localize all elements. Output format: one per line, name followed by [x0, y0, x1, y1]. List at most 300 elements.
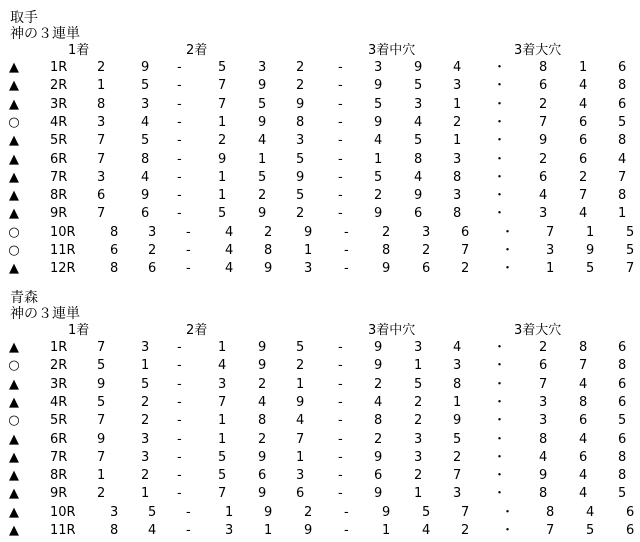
third-long-pick: 4	[539, 449, 548, 465]
first-pick: 7	[97, 340, 106, 355]
dash-separator: -	[338, 486, 343, 502]
second-pick: 2	[296, 60, 305, 75]
race-row	[0, 59, 640, 77]
third-long-pick: 4	[579, 78, 588, 94]
dash-separator: -	[338, 376, 343, 392]
first-pick: 1	[97, 78, 106, 94]
third-mid-pick: 4	[414, 169, 423, 185]
third-mid-pick: 9	[374, 78, 383, 94]
race-row	[0, 412, 640, 430]
dash-separator: -	[177, 151, 182, 167]
dot-separator: ・	[493, 358, 507, 374]
third-mid-pick: 9	[374, 114, 383, 130]
second-pick: 4	[258, 133, 267, 149]
race-number: 11R	[50, 523, 76, 538]
dash-separator: -	[338, 78, 343, 94]
second-pick: 1	[218, 413, 227, 429]
triangle-mark-icon: ▲	[9, 449, 19, 465]
third-long-pick: 4	[579, 206, 588, 222]
first-pick: 3	[141, 96, 150, 112]
third-mid-pick: 3	[414, 431, 423, 447]
third-mid-pick: 1	[453, 133, 462, 149]
dot-separator: ・	[493, 468, 507, 484]
second-pick: 1	[218, 169, 227, 185]
third-long-pick: 9	[539, 468, 548, 484]
third-mid-pick: 5	[422, 504, 431, 520]
third-long-pick: 6	[539, 358, 548, 374]
second-pick: 3	[296, 133, 305, 149]
dash-separator: -	[177, 486, 182, 502]
third-mid-pick: 6	[374, 468, 383, 484]
race-row	[0, 485, 640, 503]
first-pick: 7	[97, 413, 106, 429]
dash-separator: -	[177, 413, 182, 429]
second-pick: 4	[258, 394, 267, 410]
first-pick: 5	[97, 358, 106, 374]
second-pick: 8	[296, 114, 305, 130]
third-long-pick: 6	[579, 151, 588, 167]
circle-mark-icon: ○	[8, 243, 20, 258]
first-pick: 7	[97, 133, 106, 149]
third-long-pick: 1	[579, 60, 588, 75]
race-number: 7R	[50, 449, 68, 465]
triangle-mark-icon: ▲	[9, 504, 19, 520]
first-pick: 3	[141, 449, 150, 465]
third-mid-pick: 3	[453, 358, 462, 374]
triangle-mark-icon: ▲	[9, 340, 19, 355]
third-mid-pick: 8	[414, 151, 423, 167]
dot-separator: ・	[493, 114, 507, 130]
second-pick: 1	[264, 523, 273, 538]
race-row	[0, 260, 640, 278]
second-pick: 9	[296, 96, 305, 112]
dash-separator: -	[177, 188, 182, 204]
venue-title: 取手	[10, 10, 38, 26]
second-pick: 4	[296, 413, 305, 429]
dash-separator: -	[177, 431, 182, 447]
header-first: 1着	[68, 323, 90, 338]
second-pick: 9	[264, 261, 273, 277]
third-mid-pick: 1	[453, 96, 462, 112]
dot-separator: ・	[501, 523, 515, 538]
dash-separator: -	[344, 504, 349, 520]
second-pick: 4	[225, 224, 234, 240]
third-long-pick: 6	[579, 449, 588, 465]
race-row	[0, 467, 640, 485]
dash-separator: -	[177, 96, 182, 112]
triangle-mark-icon: ▲	[9, 486, 19, 502]
first-pick: 8	[97, 96, 106, 112]
race-number: 1R	[50, 60, 68, 75]
race-row	[0, 77, 640, 95]
race-row	[0, 504, 640, 522]
dash-separator: -	[177, 60, 182, 75]
second-pick: 5	[218, 206, 227, 222]
second-pick: 6	[296, 486, 305, 502]
second-pick: 8	[264, 243, 273, 258]
race-number: 8R	[50, 468, 68, 484]
second-pick: 9	[304, 224, 313, 240]
third-long-pick: 5	[618, 413, 627, 429]
third-mid-pick: 6	[414, 206, 423, 222]
third-mid-pick: 1	[414, 486, 423, 502]
second-pick: 9	[258, 114, 267, 130]
race-number: 5R	[50, 413, 68, 429]
dot-separator: ・	[501, 504, 515, 520]
circle-mark-icon: ○	[8, 358, 20, 374]
race-number: 4R	[50, 394, 68, 410]
first-pick: 4	[141, 169, 150, 185]
dash-separator: -	[177, 358, 182, 374]
third-mid-pick: 3	[414, 340, 423, 355]
first-pick: 3	[97, 114, 106, 130]
third-long-pick: 1	[586, 224, 595, 240]
header-third-mid: 3着中穴	[368, 323, 416, 338]
third-long-pick: 7	[626, 261, 635, 277]
third-mid-pick: 2	[414, 413, 423, 429]
race-number: 1R	[50, 340, 68, 355]
first-pick: 9	[97, 376, 106, 392]
dash-separator: -	[338, 60, 343, 75]
triangle-mark-icon: ▲	[9, 188, 19, 204]
third-long-pick: 2	[539, 96, 548, 112]
second-pick: 1	[304, 243, 313, 258]
third-mid-pick: 2	[382, 224, 391, 240]
third-long-pick: 8	[618, 449, 627, 465]
triangle-mark-icon: ▲	[9, 376, 19, 392]
third-mid-pick: 3	[422, 224, 431, 240]
first-pick: 1	[141, 358, 150, 374]
second-pick: 9	[258, 358, 267, 374]
second-pick: 1	[218, 188, 227, 204]
race-number: 5R	[50, 133, 68, 149]
first-pick: 3	[141, 431, 150, 447]
third-long-pick: 3	[539, 413, 548, 429]
first-pick: 5	[148, 504, 157, 520]
first-pick: 6	[148, 261, 157, 277]
first-pick: 1	[97, 468, 106, 484]
third-long-pick: 8	[618, 133, 627, 149]
third-long-pick: 3	[546, 243, 555, 258]
header-third-long: 3着大穴	[514, 43, 562, 58]
second-pick: 3	[218, 376, 227, 392]
triangle-mark-icon: ▲	[9, 151, 19, 167]
third-mid-pick: 7	[461, 243, 470, 258]
second-pick: 7	[218, 96, 227, 112]
dash-separator: -	[338, 169, 343, 185]
third-long-pick: 8	[579, 394, 588, 410]
first-pick: 7	[97, 449, 106, 465]
second-pick: 1	[218, 114, 227, 130]
third-mid-pick: 1	[414, 358, 423, 374]
dot-separator: ・	[493, 449, 507, 465]
third-mid-pick: 9	[374, 358, 383, 374]
third-long-pick: 7	[579, 188, 588, 204]
race-number: 2R	[50, 358, 68, 374]
third-mid-pick: 4	[374, 133, 383, 149]
third-long-pick: 7	[539, 114, 548, 130]
third-mid-pick: 8	[374, 413, 383, 429]
third-long-pick: 8	[539, 431, 548, 447]
third-long-pick: 3	[539, 394, 548, 410]
third-long-pick: 6	[618, 394, 627, 410]
third-mid-pick: 6	[461, 224, 470, 240]
first-pick: 1	[141, 486, 150, 502]
second-pick: 5	[218, 468, 227, 484]
third-long-pick: 6	[618, 60, 627, 75]
third-mid-pick: 9	[374, 340, 383, 355]
first-pick: 8	[141, 151, 150, 167]
third-mid-pick: 3	[414, 449, 423, 465]
race-row	[0, 96, 640, 114]
first-pick: 2	[97, 486, 106, 502]
first-pick: 5	[141, 78, 150, 94]
first-pick: 7	[97, 206, 106, 222]
prediction-title: 神の３連単	[10, 26, 80, 42]
third-mid-pick: 4	[453, 60, 462, 75]
race-number: 9R	[50, 206, 68, 222]
first-pick: 4	[148, 523, 157, 538]
dash-separator: -	[338, 206, 343, 222]
dash-separator: -	[177, 206, 182, 222]
dash-separator: -	[338, 151, 343, 167]
second-pick: 5	[296, 151, 305, 167]
third-long-pick: 9	[586, 243, 595, 258]
first-pick: 5	[97, 394, 106, 410]
triangle-mark-icon: ▲	[9, 96, 19, 112]
circle-mark-icon: ○	[8, 413, 20, 429]
race-row	[0, 357, 640, 375]
third-mid-pick: 8	[453, 206, 462, 222]
third-mid-pick: 2	[453, 114, 462, 130]
dash-separator: -	[338, 96, 343, 112]
third-mid-pick: 9	[382, 261, 391, 277]
race-number: 11R	[50, 243, 76, 258]
third-long-pick: 6	[618, 376, 627, 392]
second-pick: 7	[218, 394, 227, 410]
third-long-pick: 9	[539, 133, 548, 149]
race-row	[0, 431, 640, 449]
first-pick: 2	[141, 394, 150, 410]
first-pick: 2	[141, 468, 150, 484]
dash-separator: -	[177, 468, 182, 484]
circle-mark-icon: ○	[8, 224, 20, 240]
dot-separator: ・	[493, 60, 507, 75]
header-first: 1着	[68, 43, 90, 58]
prediction-title: 神の３連単	[10, 306, 80, 322]
third-mid-pick: 6	[422, 261, 431, 277]
dash-separator: -	[338, 114, 343, 130]
race-row	[0, 224, 640, 242]
third-mid-pick: 7	[453, 468, 462, 484]
third-long-pick: 4	[539, 188, 548, 204]
second-pick: 8	[258, 413, 267, 429]
first-pick: 8	[110, 523, 119, 538]
triangle-mark-icon: ▲	[9, 468, 19, 484]
dash-separator: -	[338, 413, 343, 429]
first-pick: 7	[97, 151, 106, 167]
third-long-pick: 8	[579, 340, 588, 355]
triangle-mark-icon: ▲	[9, 523, 19, 538]
dot-separator: ・	[493, 96, 507, 112]
third-long-pick: 5	[626, 243, 635, 258]
third-mid-pick: 1	[382, 523, 391, 538]
third-mid-pick: 9	[453, 413, 462, 429]
second-pick: 1	[218, 340, 227, 355]
race-row	[0, 151, 640, 169]
third-mid-pick: 2	[414, 394, 423, 410]
third-long-pick: 5	[618, 486, 627, 502]
second-pick: 9	[258, 206, 267, 222]
second-pick: 2	[296, 78, 305, 94]
first-pick: 3	[148, 224, 157, 240]
first-pick: 3	[141, 340, 150, 355]
third-mid-pick: 9	[414, 188, 423, 204]
third-long-pick: 7	[546, 523, 555, 538]
third-long-pick: 5	[618, 114, 627, 130]
second-pick: 1	[296, 449, 305, 465]
third-long-pick: 6	[618, 431, 627, 447]
dot-separator: ・	[493, 413, 507, 429]
second-pick: 2	[264, 224, 273, 240]
third-long-pick: 5	[626, 224, 635, 240]
dash-separator: -	[344, 224, 349, 240]
second-pick: 4	[218, 358, 227, 374]
third-mid-pick: 3	[453, 78, 462, 94]
third-mid-pick: 3	[453, 486, 462, 502]
first-pick: 8	[110, 261, 119, 277]
second-pick: 9	[258, 449, 267, 465]
dash-separator: -	[344, 523, 349, 538]
third-mid-pick: 5	[374, 96, 383, 112]
third-mid-pick: 5	[374, 169, 383, 185]
second-pick: 1	[225, 504, 234, 520]
dash-separator: -	[338, 394, 343, 410]
third-long-pick: 8	[539, 486, 548, 502]
third-mid-pick: 7	[461, 504, 470, 520]
third-long-pick: 1	[546, 261, 555, 277]
second-pick: 3	[304, 261, 313, 277]
dot-separator: ・	[493, 486, 507, 502]
third-long-pick: 4	[579, 376, 588, 392]
dot-separator: ・	[493, 151, 507, 167]
second-pick: 9	[296, 394, 305, 410]
first-pick: 9	[141, 60, 150, 75]
dash-separator: -	[186, 504, 191, 520]
dash-separator: -	[177, 78, 182, 94]
dot-separator: ・	[501, 243, 515, 258]
dash-separator: -	[177, 449, 182, 465]
dot-separator: ・	[493, 188, 507, 204]
dash-separator: -	[338, 358, 343, 374]
first-pick: 9	[141, 188, 150, 204]
race-row	[0, 242, 640, 260]
third-long-pick: 8	[618, 78, 627, 94]
race-number: 9R	[50, 486, 68, 502]
third-long-pick: 6	[579, 133, 588, 149]
triangle-mark-icon: ▲	[9, 394, 19, 410]
race-number: 3R	[50, 96, 68, 112]
second-pick: 2	[296, 206, 305, 222]
race-row	[0, 522, 640, 540]
race-number: 8R	[50, 188, 68, 204]
third-long-pick: 6	[618, 340, 627, 355]
race-number: 6R	[50, 431, 68, 447]
dash-separator: -	[186, 224, 191, 240]
third-mid-pick: 2	[414, 468, 423, 484]
second-pick: 9	[304, 523, 313, 538]
race-row	[0, 205, 640, 223]
race-row	[0, 376, 640, 394]
second-pick: 9	[296, 169, 305, 185]
third-mid-pick: 3	[374, 60, 383, 75]
third-mid-pick: 9	[374, 486, 383, 502]
third-long-pick: 8	[546, 504, 555, 520]
race-row	[0, 187, 640, 205]
first-pick: 9	[97, 431, 106, 447]
first-pick: 3	[97, 169, 106, 185]
second-pick: 3	[258, 60, 267, 75]
third-long-pick: 6	[539, 169, 548, 185]
dash-separator: -	[177, 394, 182, 410]
triangle-mark-icon: ▲	[9, 169, 19, 185]
second-pick: 5	[258, 96, 267, 112]
third-long-pick: 3	[539, 206, 548, 222]
third-mid-pick: 2	[453, 449, 462, 465]
third-mid-pick: 2	[422, 243, 431, 258]
first-pick: 2	[141, 413, 150, 429]
first-pick: 8	[110, 224, 119, 240]
third-mid-pick: 2	[461, 523, 470, 538]
third-mid-pick: 5	[414, 78, 423, 94]
race-row	[0, 132, 640, 150]
second-pick: 5	[258, 169, 267, 185]
third-long-pick: 4	[579, 468, 588, 484]
third-long-pick: 8	[618, 358, 627, 374]
dash-separator: -	[177, 133, 182, 149]
triangle-mark-icon: ▲	[9, 60, 19, 75]
first-pick: 6	[110, 243, 119, 258]
second-pick: 2	[218, 133, 227, 149]
dash-separator: -	[338, 468, 343, 484]
second-pick: 5	[296, 340, 305, 355]
second-pick: 5	[218, 60, 227, 75]
third-long-pick: 8	[618, 468, 627, 484]
third-mid-pick: 2	[374, 376, 383, 392]
third-mid-pick: 8	[453, 376, 462, 392]
second-pick: 5	[218, 449, 227, 465]
second-pick: 6	[258, 468, 267, 484]
second-pick: 9	[258, 486, 267, 502]
third-mid-pick: 4	[422, 523, 431, 538]
header-second: 2着	[186, 323, 208, 338]
dash-separator: -	[177, 340, 182, 355]
second-pick: 9	[264, 504, 273, 520]
third-mid-pick: 3	[453, 151, 462, 167]
third-long-pick: 7	[579, 358, 588, 374]
first-pick: 2	[97, 60, 106, 75]
third-long-pick: 4	[586, 504, 595, 520]
first-pick: 6	[141, 206, 150, 222]
dot-separator: ・	[493, 78, 507, 94]
dot-separator: ・	[493, 206, 507, 222]
second-pick: 3	[296, 468, 305, 484]
header-second: 2着	[186, 43, 208, 58]
dash-separator: -	[344, 261, 349, 277]
third-mid-pick: 2	[461, 261, 470, 277]
third-long-pick: 4	[579, 486, 588, 502]
second-pick: 5	[296, 188, 305, 204]
